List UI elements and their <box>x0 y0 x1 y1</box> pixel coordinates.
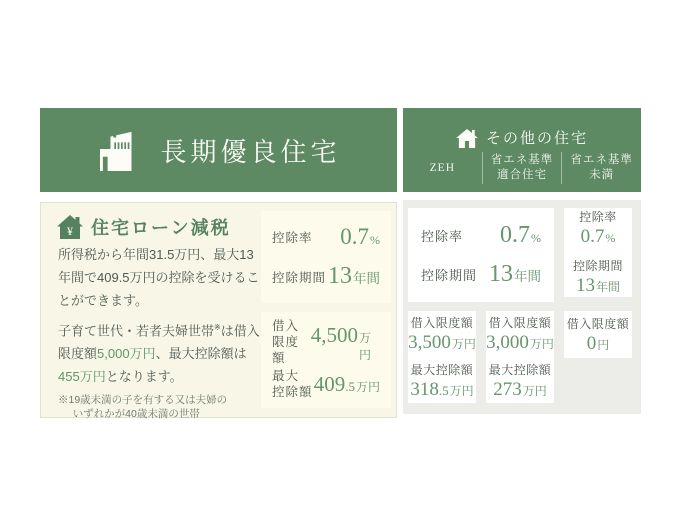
header-long-term-quality-housing <box>40 108 397 192</box>
loan-limit-highlight: 5,000万円 <box>97 346 156 362</box>
column-header-zeh <box>403 161 482 176</box>
max-deduction-pair: 最大控除額 318 .5 万円 <box>410 362 474 400</box>
housing-type-columns <box>403 148 641 192</box>
svg-text:¥: ¥ <box>67 224 73 238</box>
period-value: 13 年間 <box>328 263 380 290</box>
right-header-title: その他の住宅 <box>485 131 588 147</box>
description-text <box>58 243 262 421</box>
loan-limit-box <box>261 312 391 408</box>
zeh-eco-rate-box <box>408 208 554 302</box>
footnote-marker: ※ <box>214 323 221 332</box>
max-deduction-highlight: 455万円 <box>58 369 106 385</box>
deduction-rate-box <box>261 211 391 303</box>
rate-label: 控除率 <box>272 230 313 245</box>
deduction-period-pair: 控除期間 13 年間 <box>572 259 623 296</box>
period-label: 控除期間 <box>272 270 327 285</box>
footnote: ※19歳未満の子を有する又は夫婦の いずれかが40歳未満の世帯 <box>58 394 228 421</box>
max-deduction-pair: 最大控除額 273 万円 <box>488 362 552 400</box>
max-deduction-row <box>272 369 380 400</box>
loan-limit-pair: 借入限度額 3,000 万円 <box>486 315 554 353</box>
deduction-rate-pair: 控除率 0.7 % <box>579 210 617 247</box>
max-deduction-value: 409 .5 万円 <box>313 372 380 397</box>
deduction-rate-row <box>272 224 380 250</box>
other-housing-title-row <box>403 108 641 148</box>
loan-tax-deduction-title: 住宅ローン減税 <box>91 218 231 238</box>
substandard-rate-box <box>564 208 632 297</box>
deduction-period-row <box>272 263 380 290</box>
deduction-rate-row: 控除率 0.7 % <box>421 222 541 248</box>
loan-limit-label: 借入 限度額 <box>272 319 300 365</box>
description-paragraph-1: 所得税から年間31.5万円、最大13年間で409.5万円の控除を受けることができます。 <box>58 247 260 308</box>
building-icon <box>96 129 146 171</box>
description-paragraph-2: 子育て世代・若者夫婦世帯※は借入限度額5,000万円、最大控除額は455万円となります。 <box>58 323 260 385</box>
loan-limit-pair: 借入限度額 3,500 万円 <box>408 315 476 353</box>
left-header-title: 長期優良住宅 <box>160 137 341 167</box>
zeh-label: ZEH <box>429 161 456 174</box>
max-deduction-label: 最大 控除額 <box>272 369 313 399</box>
eco-compliant-limit-box <box>486 311 554 403</box>
other-housing-panel <box>403 200 641 414</box>
column-header-energy-substandard: 省エネ基準 未満 <box>570 154 633 181</box>
column-header-energy-compliant: 省エネ基準 適合住宅 <box>490 154 554 181</box>
loan-limit-row <box>272 319 380 366</box>
substandard-limit-box <box>564 311 632 358</box>
loan-tax-deduction-heading <box>57 214 231 240</box>
rate-value: 0.7 % <box>340 223 380 249</box>
long-term-housing-panel <box>40 202 397 421</box>
house-yen-icon <box>57 215 83 239</box>
header-other-housing <box>403 108 641 192</box>
loan-limit-pair: 借入限度額 0 円 <box>566 316 630 354</box>
deduction-period-row: 控除期間 13 年間 <box>421 261 541 287</box>
loan-limit-value: 4,500 万円 <box>310 322 372 362</box>
zeh-limit-box <box>408 311 476 403</box>
home-icon <box>456 129 478 148</box>
